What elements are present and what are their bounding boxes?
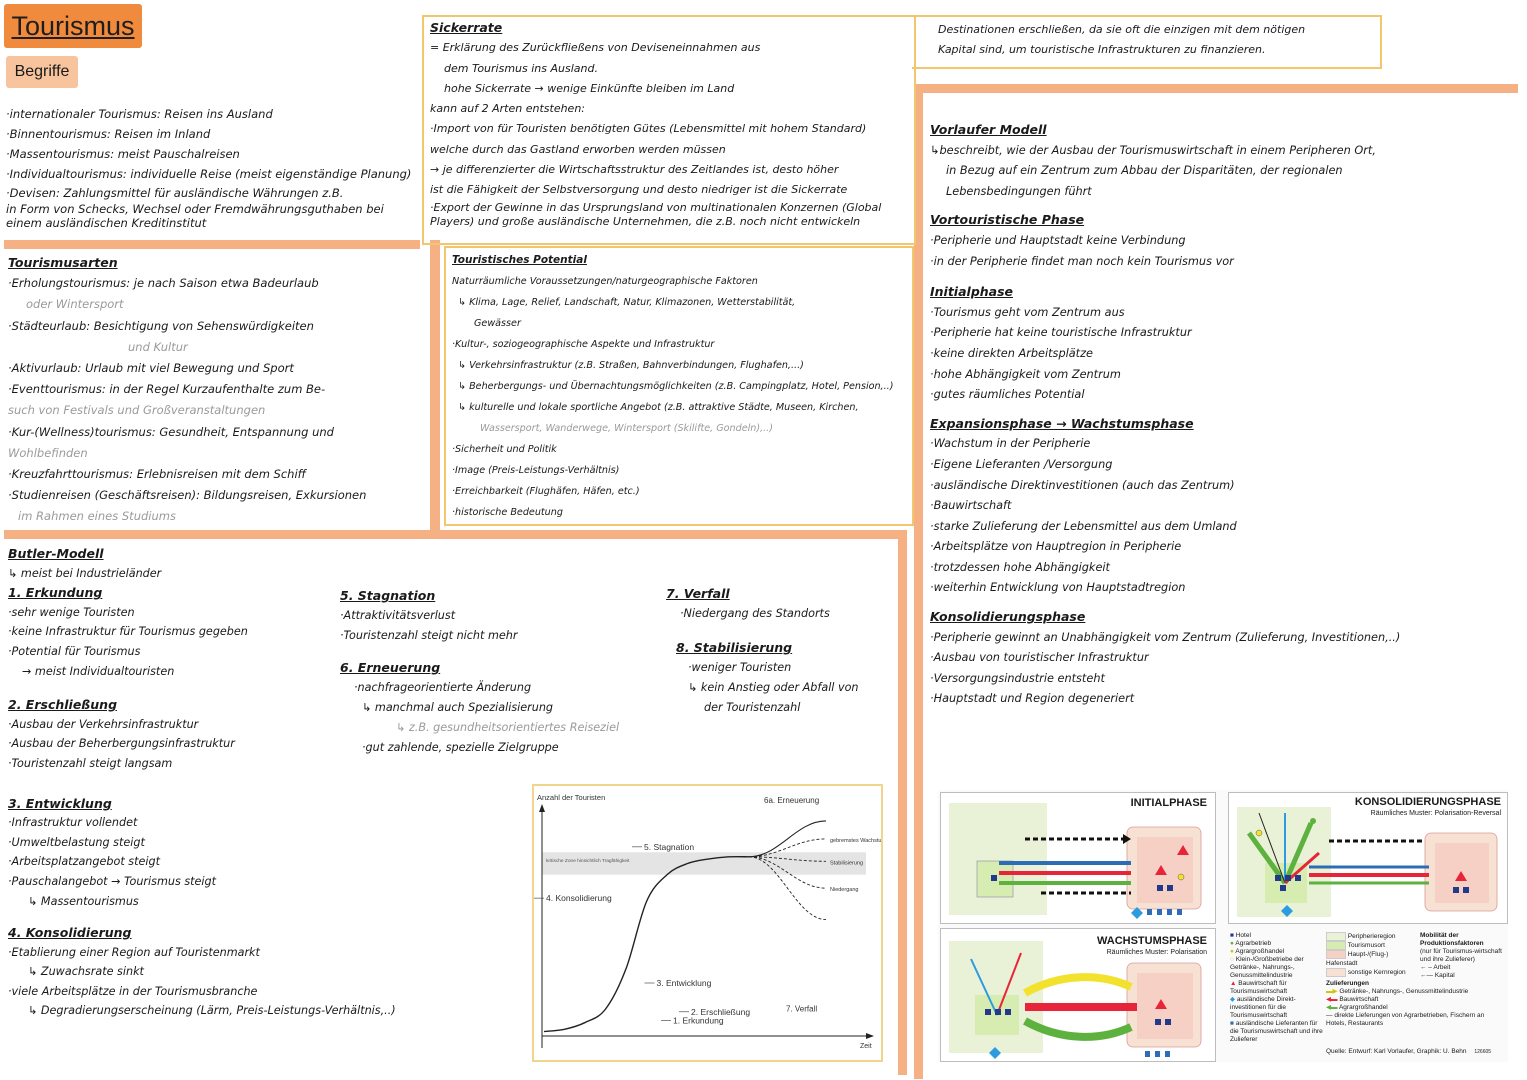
port-city [1137, 837, 1193, 903]
supplier-marker [1155, 1051, 1160, 1057]
vorlaufer-line: Lebensbedingungen führt [946, 184, 1092, 198]
potential-line: Gewässer [474, 318, 521, 329]
butler-line: ·Etablierung einer Region auf Touristenmarkt [8, 945, 260, 959]
divider [4, 530, 904, 539]
butler-line: ·Ausbau der Beherbergungsinfrastruktur [8, 737, 235, 751]
legend-item: Peripherieregion [1326, 932, 1418, 941]
butler-line: ↳ Massentourismus [28, 894, 139, 908]
supply-title: Zulieferungen [1326, 980, 1369, 987]
map-source: Quelle: Entwurf: Karl Vorlaufer, Graphik: U. Behn 126605 [1326, 1048, 1492, 1055]
potential-line: ·Sicherheit und Politik [452, 444, 557, 455]
phase-line: ·keine direkten Arbeitsplätze [930, 346, 1093, 360]
potential-line: ↳ Klima, Lage, Relief, Landschaft, Natur, Klimazonen, Wetterstabilität, [458, 297, 796, 308]
tourismusart-line: ·Städteurlaub: Besichtigung von Sehenswürdigkeiten [8, 318, 314, 333]
legend-item: ◆ ausländische Direkt-investitionen für die Tourismuswirtschaft [1230, 996, 1296, 1019]
butler-line: ·nachfrageorientierte Änderung [354, 681, 532, 694]
butler-line: ·Attraktivitätsverlust [340, 609, 456, 622]
hotel-marker [1005, 1009, 1011, 1015]
potential-line: ·Erreichbarkeit (Flughäfen, Häfen, etc.) [452, 486, 640, 497]
hotel-marker [995, 1009, 1001, 1015]
critical-zone-label: kritische Zone hinsichtlich Tragfähigkeit [546, 859, 630, 864]
phase-line: ·Arbeitsplätze von Hauptregion in Peripherie [930, 540, 1182, 554]
legend-item: ○ Klein-/Großbetriebe der Getränke-, Nahrungs-, Genussmittelindustrie [1230, 956, 1304, 979]
supplier-marker [1157, 909, 1162, 915]
butler-line: ·Umweltbelastung steigt [8, 835, 145, 849]
butler-curve-svg [534, 786, 881, 1060]
legend-item: ◀▬ Agrargroßhandel [1326, 1004, 1388, 1011]
phase-heading: Expansionsphase → Wachstumsphase [930, 415, 1194, 431]
wholesale-marker [1178, 874, 1184, 880]
vorlaufer-line: in Bezug auf ein Zentrum zum Abbau der Disparitäten, der regionalen [946, 164, 1343, 178]
sickerrate-line: ist die Fähigkeit der Selbstversorgung und desto niedriger ist die Sickerrate [430, 183, 848, 197]
legend-item: ● Agrarbetrieb [1230, 940, 1272, 947]
butler-phase-heading: 2. Erschließung [8, 697, 118, 713]
phase-line: ·Bauwirtschaft [930, 499, 1012, 513]
sickerrate-line: = Erklärung des Zurückfließens von Deviseneinnahmen aus [430, 41, 761, 55]
vorlaufer-line: ↳beschreibt, wie der Ausbau der Tourismuswirtschaft in einem Peripheren Ort, [930, 143, 1376, 157]
section-label-begriffe: Begriffe [6, 56, 78, 88]
sickerrate-line: Destinationen erschließen, da sie oft die einzigen mit dem nötigen [938, 23, 1306, 36]
legend-item: Haupt-/(Flug-) Hafenstadt [1326, 951, 1389, 967]
butler-line: ·Pauschalangebot → Tourismus steigt [8, 874, 217, 888]
butler-phase-heading: 4. Konsolidierung [8, 925, 132, 941]
tourismusart-line: und Kultur [128, 339, 188, 354]
butler-line: ·Niedergang des Standorts [680, 607, 830, 620]
phase-label: 5. Stagnation [644, 841, 695, 852]
butler-phase-heading: 1. Erkundung [8, 585, 103, 601]
legend-item: sonstige Kernregion [1326, 968, 1418, 977]
hotel-marker [1165, 1019, 1171, 1025]
map-legend [1226, 928, 1508, 1060]
butler-line: der Touristenzahl [704, 701, 801, 714]
potential-line: ↳ kulturelle und lokale sportliche Angebot (z.B. attraktive Städte, Museen, Kirchen, [458, 402, 859, 413]
x-axis-arrow [866, 1033, 874, 1039]
x-axis-label: Zeit [860, 1043, 872, 1050]
potential-line: ↳ Verkehrsinfrastruktur (z.B. Straßen, Bahnverbindungen, Flughafen,...) [458, 360, 804, 371]
hotel-marker [1280, 885, 1286, 891]
tourismusart-line: oder Wintersport [26, 297, 124, 312]
sickerrate-line: hohe Sickerrate → wenige Einkünfte bleiben im Land [444, 81, 735, 95]
branch-label: Niedergang [830, 887, 859, 894]
butler-phase-heading: 7. Verfall [666, 586, 730, 601]
wholesale-marker [1256, 830, 1262, 836]
phase-line: ·Peripherie hat keine touristische Infrastruktur [930, 326, 1192, 340]
butler-intro: ↳ meist bei Industrieländer [8, 566, 162, 580]
konsolidierungsphase-map [1229, 793, 1507, 923]
mobility-title: Mobilität der Produktionsfaktoren [1420, 932, 1484, 947]
phase-line: ·Tourismus geht vom Zentrum aus [930, 305, 1125, 319]
sickerrate-section [430, 18, 910, 229]
phase-line: ·Hauptstadt und Region degeneriert [930, 692, 1135, 706]
butler-line: ·Potential für Tourismus [8, 644, 141, 658]
potential-line: ·Kultur-, soziogeographische Aspekte und Infrastruktur [452, 339, 715, 350]
phase-line: ·Wachstum in der Peripherie [930, 437, 1091, 451]
butler-phase-heading: 3. Entwicklung [8, 795, 112, 811]
legend-mobility [1420, 932, 1508, 980]
supplier-marker [1147, 909, 1152, 915]
phase-line: ·trotzdessen hohe Abhängigkeit [930, 560, 1110, 574]
begriff-line: ·Individualtourismus: individuelle Reise (meist eigenständige Planung) [6, 167, 412, 181]
sickerrate-line: ·Import von für Touristen benötigten Gütes (Lebensmittel mit hohem Standard) [430, 122, 867, 136]
hotel-marker [1155, 1019, 1161, 1025]
tourismusart-line: ·Studienreisen (Geschäftsreisen): Bildungsreisen, Exkursionen [8, 488, 367, 503]
legend-item: ■ ausländische Lieferanten für die Tourismuswirtschaft und ihre Zulieferer [1230, 1020, 1323, 1043]
hotel-marker [1453, 887, 1459, 893]
potential-line: ·Image (Preis-Leistungs-Verhältnis) [452, 465, 620, 476]
supplier-marker [1177, 909, 1182, 915]
tourismusart-line: such von Festivals und Großveranstaltungen [8, 403, 266, 418]
phase-line: ·Peripherie gewinnt an Unabhängigkeit vom Zentrum (Zulieferung, Investitionen,..) [930, 630, 1401, 644]
phase-heading: Vortouristische Phase [930, 212, 1085, 228]
legend-item: — direkte Lieferungen von Agrarbetrieben, Fischern an Hotels, Restaurants [1326, 1012, 1485, 1027]
hotel-marker [1463, 887, 1469, 893]
vorlaufer-heading: Vorlaufer Modell [930, 122, 1047, 137]
divider [4, 240, 420, 249]
branch-line [749, 821, 826, 857]
periphery-region [949, 803, 1047, 915]
y-axis-label: Anzahl der Touristen [537, 793, 606, 802]
supplier-marker [1165, 1051, 1170, 1057]
butler-line: ↳ kein Anstieg oder Abfall von [688, 681, 859, 694]
sickerrate-line: kann auf 2 Arten entstehen: [430, 102, 586, 116]
tourismusarten-heading: Tourismusarten [8, 255, 118, 270]
potential-heading: Touristisches Potential [452, 254, 587, 266]
potential-line: Naturräumliche Voraussetzungen/naturgeographische Faktoren [452, 276, 758, 287]
hotel-marker [1295, 875, 1301, 881]
sickerrate-line: Kapital sind, um touristische Infrastrukturen zu finanzieren. [938, 43, 1266, 56]
phase-line: ·Versorgungsindustrie entsteht [930, 671, 1105, 685]
wachstumsphase-map [941, 929, 1215, 1061]
panel-title: WACHSTUMSPHASE [1096, 935, 1207, 947]
tourismusart-line: ·Kreuzfahrttourismus: Erlebnisreisen mit dem Schiff [8, 467, 306, 482]
legend-item: ←— Kapital [1420, 972, 1455, 979]
potential-section [452, 250, 906, 523]
begriff-line: ·Devisen: Zahlungsmittel für ausländische Währungen z.B. [6, 186, 344, 200]
hotel-marker [1157, 885, 1163, 891]
phase-line: ·weiterhin Entwicklung von Hauptstadtregion [930, 581, 1186, 595]
sickerrate-continuation [938, 20, 1378, 60]
begriff-line: ·internationaler Tourismus: Reisen ins Ausland [6, 107, 273, 121]
panel-subtitle: Räumliches Muster: Polarisation [1106, 949, 1207, 956]
branch-label: 6a. Erneuerung [764, 795, 820, 805]
legend-item: ● Agrargroßhandel [1230, 948, 1285, 955]
begriff-line: ·Binnentourismus: Reisen im Inland [6, 127, 211, 141]
butler-heading: Butler-Modell [8, 546, 104, 561]
sickerrate-line: ·Export der Gewinne in das Ursprungsland von multinationalen Konzernen (Global [430, 200, 882, 214]
legend-item: ▬▶ Getränke-, Nahrungs-, Genussmittelindustrie [1326, 988, 1469, 995]
phase-label: 1. Erkundung [673, 1015, 724, 1026]
butler-line: ·weniger Touristen [688, 661, 792, 674]
butler-line: ·Arbeitsplatzangebot steigt [8, 855, 160, 869]
tourismusart-line: ·Erholungstourismus: je nach Saison etwa Badeurlaub [8, 276, 319, 291]
legend-regions [1326, 932, 1418, 977]
hotel-marker [1285, 875, 1291, 881]
sickerrate-line: welche durch das Gastland erworben werden müssen [430, 142, 726, 156]
butler-phase-heading: 5. Stagnation [340, 588, 436, 603]
legend-supply [1326, 980, 1506, 1028]
phase-label: 4. Konsolidierung [546, 893, 612, 904]
phase-line: ·Eigene Lieferanten /Versorgung [930, 457, 1113, 471]
tourismusart-line: ·Kur-(Wellness)tourismus: Gesundheit, Entspannung und [8, 424, 334, 439]
supplier-marker [1145, 1051, 1150, 1057]
hotel-marker [985, 1009, 991, 1015]
phase-line: ·starke Zulieferung der Lebensmittel aus dem Umland [930, 519, 1237, 533]
butler-col3 [666, 584, 896, 718]
page-title: Tourismus [4, 4, 142, 48]
legend-item: ▲ Bauwirtschaft für Tourismuswirtschaft [1230, 980, 1288, 995]
y-axis-arrow [539, 804, 545, 812]
sickerrate-line: → je differenzierter die Wirtschaftsstruktur des Zeitlandes ist, desto höher [430, 163, 839, 177]
begriffe-list [6, 104, 418, 230]
butler-line: ·Touristenzahl steigt nicht mehr [340, 629, 518, 642]
butler-line: ↳ z.B. gesundheitsorientiertes Reiseziel [396, 721, 620, 734]
phase-heading: Initialphase [930, 284, 1014, 300]
tourismusart-line: ·Eventtourismus: in der Regel Kurzaufenthalte zum Be- [8, 382, 326, 397]
divider [898, 530, 907, 1075]
phase-line: ·in der Peripherie findet man noch kein Tourismus vor [930, 254, 1234, 268]
sickerrate-line: dem Tourismus ins Ausland. [444, 61, 598, 75]
butler-line: ·Touristenzahl steigt langsam [8, 756, 173, 770]
butler-line: ·sehr wenige Touristen [8, 605, 135, 619]
begriff-line: ·Massentourismus: meist Pauschalreisen [6, 147, 240, 161]
panel-subtitle: Räumliches Muster: Polarisation-Reversal [1370, 810, 1501, 817]
butler-line: ·keine Infrastruktur für Tourismus gegeben [8, 625, 248, 639]
panel-title: INITIALPHASE [1130, 797, 1207, 809]
butler-line: ·gut zahlende, spezielle Zielgruppe [362, 741, 559, 754]
butler-col2 [340, 586, 660, 758]
phase-line: ·gutes räumliches Potential [930, 388, 1085, 402]
initialphase-map [941, 793, 1215, 923]
hotel-marker [1167, 885, 1173, 891]
tourist-curve [544, 857, 749, 1032]
phase-line: ·Peripherie und Hauptstadt keine Verbindung [930, 233, 1186, 247]
butler-line: ·viele Arbeitsplätze in der Tourismusbranche [8, 984, 258, 998]
phase-label: 2. Erschließung [691, 1006, 751, 1017]
phase-heading: Konsolidierungsphase [930, 609, 1086, 625]
butler-line: ↳ Zuwachsrate sinkt [28, 965, 144, 979]
legend-item: ← – Arbeit [1420, 964, 1451, 971]
legend-item: ■ Hotel [1230, 932, 1251, 939]
begriff-line: einem ausländischen Kreditinstitut [6, 216, 207, 230]
begriff-line: in Form von Schecks, Wechsel oder Fremdwährungsguthaben bei [6, 202, 384, 216]
divider [430, 240, 440, 530]
divider [914, 84, 1518, 93]
phase-line: ·ausländische Direktinvestitionen (auch das Zentrum) [930, 478, 1235, 492]
tourismusart-line: Wohlbefinden [8, 445, 88, 460]
potential-line: ↳ Beherbergungs- und Übernachtungsmöglichkeiten (z.B. Campingplatz, Hotel, Pension,..) [458, 381, 894, 392]
hotel-marker [1275, 875, 1281, 881]
butler-line: ↳ manchmal auch Spezialisierung [362, 701, 554, 714]
branch-label: 7. Verfall [786, 1004, 818, 1014]
butler-line: ↳ Degradierungserscheinung (Lärm, Preis-Leistungs-Verhältnis,..) [28, 1004, 396, 1018]
phase-line: ·hohe Abhängigkeit vom Zentrum [930, 367, 1121, 381]
panel-title: KONSOLIDIERUNGSPHASE [1354, 796, 1501, 808]
initialphase-panel [940, 792, 1216, 924]
legend-item: Tourismusort [1326, 941, 1418, 950]
potential-line: Wassersport, Wanderwege, Wintersport (Skilifte, Gondeln),..) [480, 423, 773, 434]
branch-label: Stabilisierung [830, 860, 864, 867]
hotel-marker [991, 875, 997, 881]
butler-phase-heading: 8. Stabilisierung [676, 640, 793, 655]
butler-line: ·Ausbau der Verkehrsinfrastruktur [8, 717, 199, 731]
tourismusart-line: im Rahmen eines Studiums [18, 509, 176, 524]
wachstumsphase-panel [940, 928, 1216, 1062]
branch-label: gebremstes Wachstum [830, 837, 881, 844]
legend-symbols [1230, 932, 1324, 1044]
tourismusart-line: ·Aktivurlaub: Urlaub mit viel Bewegung und Sport [8, 361, 294, 376]
phase-line: ·Ausbau von touristischer Infrastruktur [930, 651, 1149, 665]
branch-lines [749, 796, 881, 1014]
vorlaufer-map-figure [938, 790, 1508, 1062]
sickerrate-line: Players) und große ausländische Unternehmen, die z.B. noch nicht entwickeln [430, 214, 861, 228]
potential-line: ·historische Bedeutung [452, 507, 563, 518]
legend-item: ◀▬ Bauwirtschaft [1326, 996, 1379, 1003]
phase-label: 3. Entwicklung [656, 978, 712, 988]
farm-marker [1310, 818, 1316, 824]
sickerrate-heading: Sickerrate [430, 20, 503, 35]
konsolidierungsphase-panel [1228, 792, 1508, 924]
butler-curve-chart [532, 784, 883, 1062]
butler-phase-heading: 6. Erneuerung [340, 660, 441, 675]
tourismusarten-section [8, 252, 428, 528]
butler-line: ·Infrastruktur vollendet [8, 816, 138, 830]
mobility-note: (nur für Tourismus-wirtschaft und ihre Zulieferer) [1420, 948, 1502, 963]
vorlaufer-section [930, 120, 1516, 710]
butler-line: → meist Individualtouristen [22, 664, 175, 678]
supplier-marker [1167, 909, 1172, 915]
